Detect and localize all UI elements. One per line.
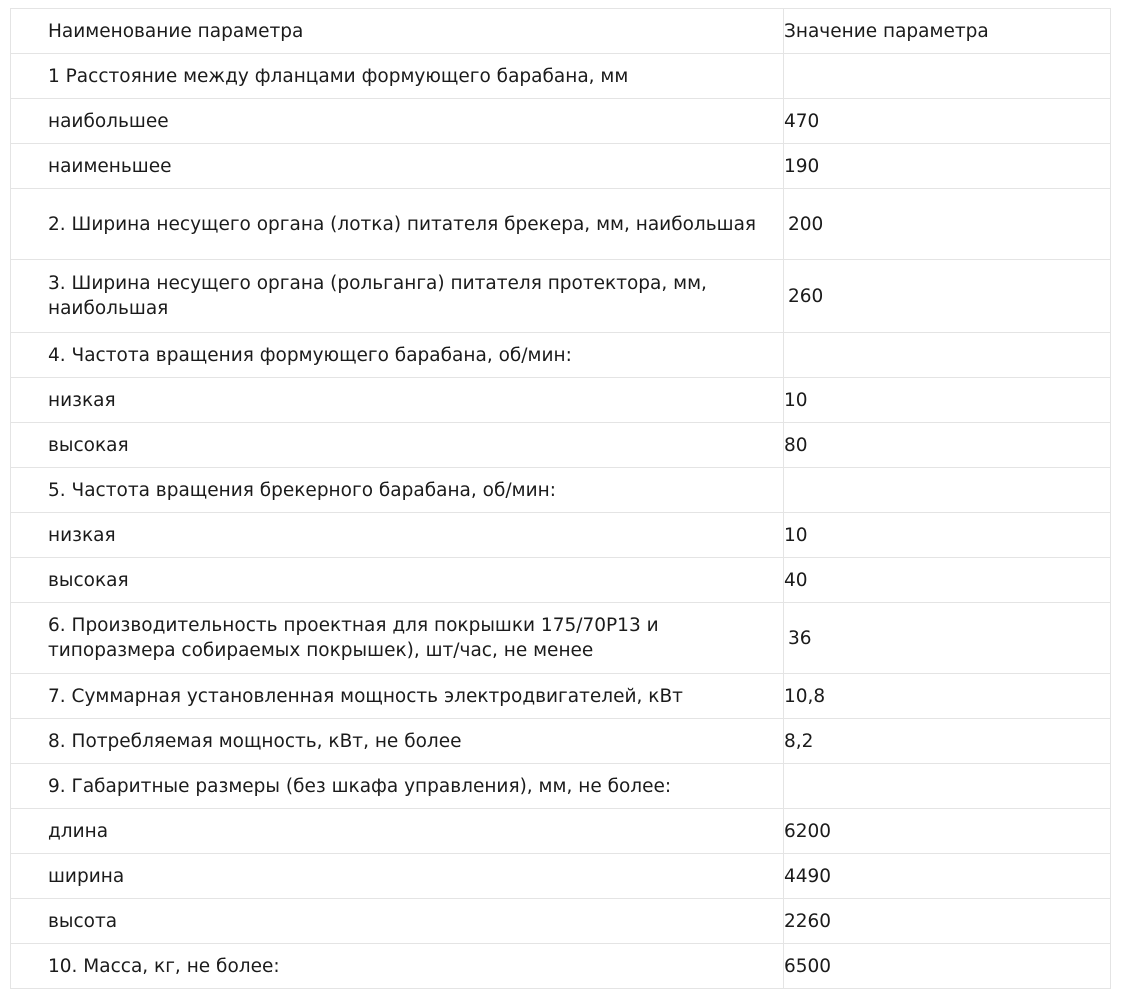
value-cell: 6500 (784, 944, 1111, 989)
param-cell: 4. Частота вращения формующего барабана, об/мин: (11, 333, 784, 378)
param-cell: 8. Потребляемая мощность, кВт, не более (11, 719, 784, 764)
param-cell: 1 Расстояние между фланцами формующего барабана, мм (11, 54, 784, 99)
value-cell (784, 764, 1111, 809)
value-cell (784, 54, 1111, 99)
param-cell: ширина (11, 854, 784, 899)
param-cell: низкая (11, 513, 784, 558)
header-value: Значение параметра (784, 9, 1111, 54)
table-row (11, 854, 1111, 899)
table-row (11, 558, 1111, 603)
table-row (11, 513, 1111, 558)
table-row (11, 719, 1111, 764)
value-cell (784, 468, 1111, 513)
param-cell: наибольшее (11, 99, 784, 144)
param-cell: высокая (11, 558, 784, 603)
table-row (11, 423, 1111, 468)
header-param: Наименование параметра (11, 9, 784, 54)
value-cell: 260 (784, 260, 1111, 333)
value-cell (784, 333, 1111, 378)
value-cell: 2260 (784, 899, 1111, 944)
spec-table (10, 8, 1111, 989)
table-row (11, 333, 1111, 378)
param-cell: 6. Производительность проектная для покрышки 175/70Р13 и типоразмера собираемых покрышек), шт/час, не менее (11, 603, 784, 674)
table-row (11, 260, 1111, 333)
param-cell: длина (11, 809, 784, 854)
value-cell: 200 (784, 189, 1111, 260)
value-cell: 80 (784, 423, 1111, 468)
value-cell: 4490 (784, 854, 1111, 899)
value-cell: 40 (784, 558, 1111, 603)
table-row (11, 468, 1111, 513)
value-cell: 10 (784, 513, 1111, 558)
value-cell: 10,8 (784, 674, 1111, 719)
table-row (11, 674, 1111, 719)
param-cell: 9. Габаритные размеры (без шкафа управления), мм, не более: (11, 764, 784, 809)
table-header-row (11, 9, 1111, 54)
table-row (11, 603, 1111, 674)
table-row (11, 378, 1111, 423)
table-row (11, 189, 1111, 260)
spec-table-container (10, 8, 1111, 989)
param-cell: высота (11, 899, 784, 944)
value-cell: 8,2 (784, 719, 1111, 764)
table-row (11, 54, 1111, 99)
table-row (11, 764, 1111, 809)
param-cell: 2. Ширина несущего органа (лотка) питателя брекера, мм, наибольшая (11, 189, 784, 260)
value-cell: 6200 (784, 809, 1111, 854)
param-cell: высокая (11, 423, 784, 468)
param-cell: 3. Ширина несущего органа (рольганга) питателя протектора, мм, наибольшая (11, 260, 784, 333)
param-cell: 7. Суммарная установленная мощность электродвигателей, кВт (11, 674, 784, 719)
table-row (11, 99, 1111, 144)
value-cell: 190 (784, 144, 1111, 189)
param-cell: низкая (11, 378, 784, 423)
table-row (11, 944, 1111, 989)
table-row (11, 899, 1111, 944)
value-cell: 10 (784, 378, 1111, 423)
table-row (11, 144, 1111, 189)
param-cell: наименьшее (11, 144, 784, 189)
value-cell: 36 (784, 603, 1111, 674)
value-cell: 470 (784, 99, 1111, 144)
param-cell: 5. Частота вращения брекерного барабана, об/мин: (11, 468, 784, 513)
param-cell: 10. Масса, кг, не более: (11, 944, 784, 989)
table-row (11, 809, 1111, 854)
